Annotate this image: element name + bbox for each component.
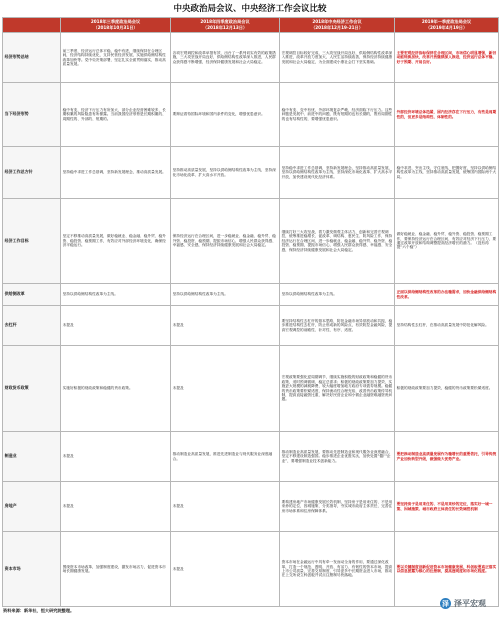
table-cell: 未提及 <box>61 306 171 346</box>
table-cell: 推动制造业高质量发展，推进先进制造业与现代服务业深度融合。 <box>171 432 280 482</box>
table-cell: 推动制造业高质量发展，要推动先进制造业和现代服务业深度融合，坚定不移建设制造强国。稳步推进企业优胜劣汰，加快处置“僵尸企业”，要增强制造业技术创新能力。 <box>280 432 395 482</box>
table-cell: 未提及 <box>171 346 280 432</box>
table-cell: 坚持结构性去杠杆，在推动高质量发展中防范化解风险。 <box>395 306 499 346</box>
header-corner <box>3 18 61 33</box>
watermark-text: 泽平宏观 <box>454 599 486 608</box>
table-cell: 前三季度，经济运行总体平稳，稳中有进，继续保持在合理区间，经济结构持续优化，支持民营经济发展，实施供给侧结构性改革加快等。党中央决策部署，坚定扎实全面贯彻落实，推动高质量发展。 <box>61 33 171 83</box>
table-row <box>3 532 499 607</box>
table-cell: 未提及 <box>171 306 280 346</box>
column-header: 2019年一季度政治局会议 （2019年4月19日） <box>395 18 499 33</box>
row-label: 财政货币政策 <box>3 346 61 432</box>
table-cell: 坚持以供给侧结构性改革为主线。 <box>280 284 395 306</box>
table-cell: 宏观政策要强化逆周期调节，继续实施积极的财政政策和稳健的货币政策，适时预调微调，稳定总需求；积极的财政政策要加力提效，实施更大规模的减税降费，较大幅度增加地方政府专项债券规模。稳健的货币政策要松紧适度，保持流动性合理充裕，改善货币政策传导机制，提高直接融资比重，解决好民营企业和小微企业融资难融资贵问题。 <box>280 346 395 432</box>
table-cell: 坚持稳中求进工作总基调，坚持新发展理念，推动高质量发展。 <box>61 147 171 199</box>
column-header: 2018年四季度政治局会议 （2018年12月13日） <box>171 18 280 33</box>
table-cell: 坚持以供给侧结构性改革为主线。 <box>61 284 171 306</box>
table-cell: 做好稳就业、稳金融、稳外贸、稳外资、稳投资、稳预期工作，要保持经济运行在合理区间，有效应对经济下行压力，要通过改革开放和结构调整提高经济增长的潜力。（没有再提“六个稳”） <box>395 199 499 284</box>
table-cell: 宏观调控目标较好完成，三大攻坚战开局良好，供给侧结构性改革深入推进，改革开放力度加大，人民生活持续改善，保持经济持续健康发展和社会大局稳定，为全面建成小康社会打下坚实基础。 <box>280 33 395 83</box>
table-row <box>3 147 499 199</box>
table-cell: 稳中求进，突出主线，守住底线，把握好度，坚持以供给侧结构性改革为主线，坚持推动高质量发展，统筹国内国际两个大局。 <box>395 147 499 199</box>
table-cell-highlight: 正面以供给侧结构性改革的办法稳需求，加快金融供给侧结构性改革。 <box>395 284 499 306</box>
row-label: 房地产 <box>3 482 61 532</box>
row-label: 资本市场 <box>3 532 61 607</box>
table-cell-highlight: 外部经济环境总体趋紧，国内经济存在下行压力，有些是周期性的，但更多是结构性、体制性的。 <box>395 83 499 147</box>
table-cell: 要坚持结构性去杠杆的基本思路，防范金融市场异常波动和共振，稳步推进结构性去杠杆，防止形成新的风险点，有效防控金融风险，提高宏观调控的前瞻性、针对性、有序、适度。 <box>280 306 395 346</box>
table-cell: 继续打好三大攻坚战，着力激发微观主体活力，创新和完善宏观调控，统筹推进稳增长、促改革、调结构、惠民生、防风险工作，保持经济运行在合理区间，进一步稳就业、稳金融、稳外贸、稳外资、稳投资、稳预期，提振市场信心，增强人民群众获得感、幸福感、安全感，保持经济持续健康发展和社会大局稳定。 <box>280 199 395 284</box>
source-note: 资料来源：新华社，恒大研究院整理。 <box>3 608 75 613</box>
table-cell: 稳中有变、变中有忧，外部环境复杂严峻，经济面临下行压力。这些问题是发展中、前进中的问题，既有短期的也有长期的，既有周期性的也有结构性的，要增强忧患意识。 <box>280 83 395 147</box>
row-label: 当下经济形势 <box>3 83 61 147</box>
row-label: 经济形势总结 <box>3 33 61 83</box>
table-cell-highlight: 要把推动制造业高质量发展作为稳增长的重要依托，引导传统产业加快转型升级，做强做大优势产业。 <box>395 432 499 482</box>
table-cell-highlight: 要以关键制度创新促进资本市场健康发展，科创板要真正落实以信息披露为核心的注册制，提高透明度和市场化程度。 <box>395 532 499 607</box>
table-cell: 稳中有变，经济下行压力有所加大，部分企业经营困难较多，长期积累的风险隐患有所暴露。当前我国经济形势是长期积累的、周期性的、外部的、短期的。 <box>61 83 171 147</box>
table-cell: 坚持推动高质量发展，坚持以供给侧结构性改革为主线，坚持深化市场化改革、扩大高水平开放。 <box>171 147 280 199</box>
table-cell: 实施好积极的财政政策和稳健的货币政策。 <box>61 346 171 432</box>
table-row <box>3 432 499 482</box>
table-cell: 坚持稳中求进工作总基调，坚持新发展理念，坚持推动高质量发展，坚持以供给侧结构性改革为主线，坚持深化市场化改革、扩大高水平开放，加快建设现代化经济体系。 <box>280 147 395 199</box>
row-label: 制造业 <box>3 432 61 482</box>
table-cell: 坚定不移推动高质量发展，做好稳就业、稳金融、稳外贸、稳外资、稳投资、稳预期工作，有效应对外部经济环境变化，确保经济平稳运行。 <box>61 199 171 284</box>
column-header: 2018年中央经济工作会议 （2018年12月19-21日） <box>280 18 395 33</box>
table-row <box>3 83 499 147</box>
watermark <box>440 598 486 609</box>
table-row <box>3 284 499 306</box>
table-cell: 未提及 <box>61 432 171 482</box>
table-cell: 各项宏观调控和改革举措有效，出台了一系列切实有效的政策措施，三大攻坚战开局良好，供给侧结构性改革深入推进，人民群众获得感不断增强，经济保持健康发展和社会大局稳定。 <box>171 33 280 83</box>
table-header-row <box>3 18 499 33</box>
table-cell-highlight: 要坚持房子是用来住的、不是用来炒的定位，落实好一城一策、因城施策、城市政府主体责任的长效调控机制 <box>395 482 499 532</box>
table-cell: 围绕资本市场改革，加强制度建设，激发市场活力，促进资本市场长期健康发展。 <box>61 532 171 607</box>
row-label: 供给侧改革 <box>3 284 61 306</box>
table-cell: 未提及 <box>171 482 280 532</box>
row-label: 经济工作目标 <box>3 199 61 284</box>
page-title: 中央政治局会议、中央经济工作会议比较 <box>173 4 327 14</box>
table-cell: 坚持以供给侧结构性改革为主线。 <box>171 284 280 306</box>
row-label: 去杠杆 <box>3 306 61 346</box>
table-row <box>3 33 499 83</box>
table-cell: 资本市场在金融运行中具有牵一发而动全身的作用，要通过深化改革，打造一个规范、透明、开放、有活力、有韧性的资本市场，提高上市公司质量，完善交易制度，引导更多中长期资金进入市场，推动在上交所设立科创板并试点注册制尽快落地。 <box>280 532 395 607</box>
table-cell: 未提及 <box>171 532 280 607</box>
table-row <box>3 199 499 284</box>
table-row <box>3 482 499 532</box>
table-cell: 要构建房地产市场健康发展长效机制，坚持房子是用来住的、不是用来炒的定位，因城施策、分类指导，夯实城市政府主体责任，完善住房市场体系和住房保障体系。 <box>280 482 395 532</box>
column-header: 2018年三季度政治局会议 （2018年10月31日） <box>61 18 171 33</box>
table-cell-highlight: 主要宏观经济指标保持在合理区间，市场信心明显增强，新旧动能转换加快，改革开放继续深入推进，经济运行总体平稳、好于预期、开局良好。 <box>395 33 499 83</box>
table-row <box>3 346 499 432</box>
table-cell: 未提及 <box>61 482 171 532</box>
row-label: 经济工作总方针 <box>3 147 61 199</box>
table-cell: 保持经济运行在合理区间，进一步稳就业、稳金融、稳外贸、稳外资、稳投资、稳预期，提振市场信心，增强人民群众获得感、幸福感、安全感，保持经济持续健康发展和社会大局稳定。 <box>171 199 280 284</box>
logo-icon: 泽 <box>442 599 449 608</box>
table-cell: 要辩证看待国际环境和国内条件的变化，增强忧患意识。 <box>171 83 280 147</box>
comparison-table <box>2 17 499 607</box>
table-row <box>3 306 499 346</box>
table-cell: 积极的财政政策要加力提效，稳健的货币政策要松紧适度。 <box>395 346 499 432</box>
